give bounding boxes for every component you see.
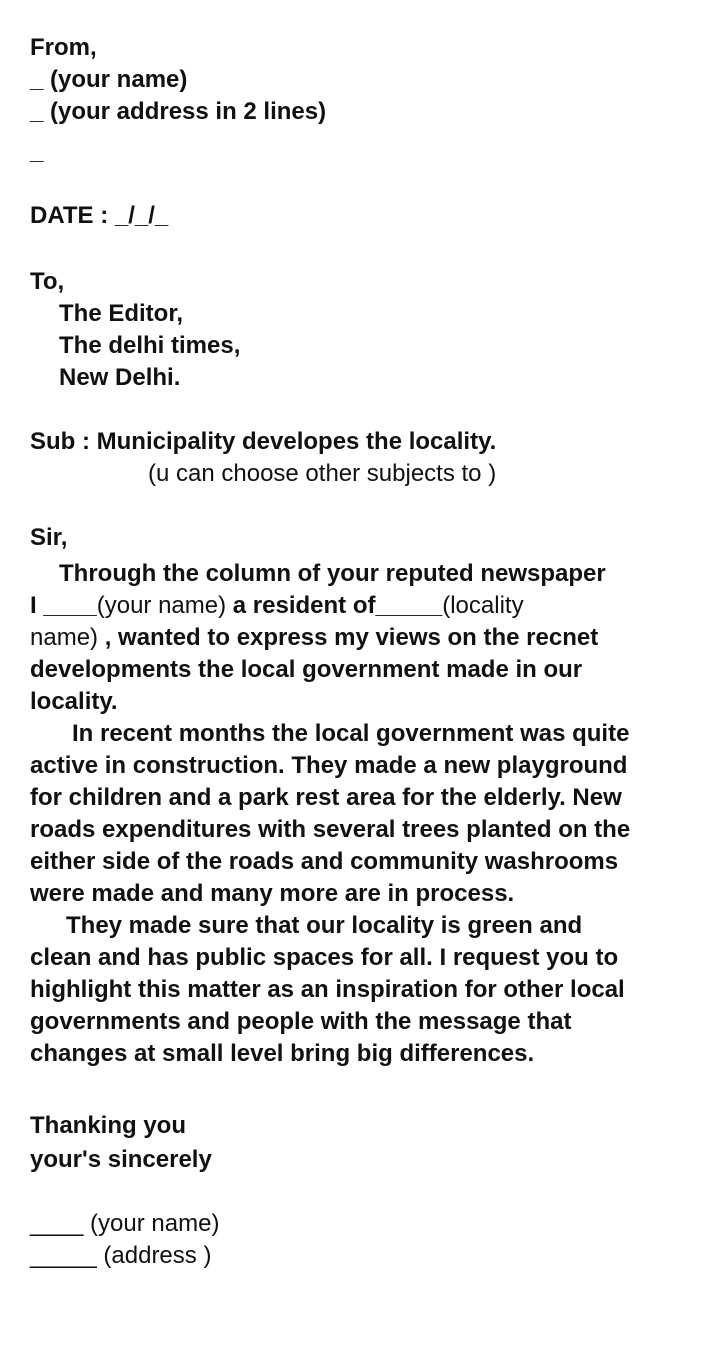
paragraph-1-line-1: Through the column of your reputed newspaper bbox=[59, 560, 606, 587]
paragraph-2-line-1: In recent months the local government was quite bbox=[72, 720, 630, 747]
salutation: Sir, bbox=[30, 524, 68, 551]
your-name-placeholder: (your name) bbox=[96, 592, 227, 619]
resident-of-text: a resident of_____ bbox=[226, 592, 443, 619]
locality-placeholder: (locality bbox=[442, 592, 524, 619]
from-heading: From, bbox=[30, 34, 97, 61]
views-text: , wanted to express my views on the recnet bbox=[98, 624, 599, 651]
locality-placeholder-end: name) bbox=[30, 624, 99, 651]
paragraph-2-line-2: active in construction. They made a new playground bbox=[30, 752, 628, 779]
paragraph-3-line-4: governments and people with the message that bbox=[30, 1008, 572, 1035]
date-line: DATE : _/_/_ bbox=[30, 202, 169, 229]
paragraph-2-line-6: were made and many more are in process. bbox=[30, 880, 515, 907]
from-address-line2: _ bbox=[30, 138, 44, 165]
to-line-city: New Delhi. bbox=[59, 364, 181, 391]
closing-thanks: Thanking you bbox=[30, 1112, 186, 1139]
paragraph-1-line-5: locality. bbox=[30, 688, 118, 715]
paragraph-1-line-4: developments the local government made in our bbox=[30, 656, 583, 683]
to-line-newspaper: The delhi times, bbox=[59, 332, 241, 359]
paragraph-3-line-3: highlight this matter as an inspiration for other local bbox=[30, 976, 625, 1003]
paragraph-2-line-5: either side of the roads and community washrooms bbox=[30, 848, 619, 875]
to-line-editor: The Editor, bbox=[59, 300, 184, 327]
name-blank: I ____ bbox=[30, 592, 97, 619]
paragraph-1-line-2 bbox=[30, 590, 524, 622]
to-heading: To, bbox=[30, 268, 65, 295]
paragraph-3-line-5: changes at small level bring big differences. bbox=[30, 1040, 535, 1067]
paragraph-2-line-3: for children and a park rest area for the elderly. New bbox=[30, 784, 622, 811]
paragraph-3-line-2: clean and has public spaces for all. I request you to bbox=[30, 944, 619, 971]
paragraph-2-line-4: roads expenditures with several trees planted on the bbox=[30, 816, 631, 843]
from-name: _ (your name) bbox=[30, 66, 188, 93]
subject-note: (u can choose other subjects to ) bbox=[148, 460, 497, 487]
subject-line: Sub : Municipality developes the locality. bbox=[30, 428, 497, 455]
from-address: _ (your address in 2 lines) bbox=[30, 98, 327, 125]
signature-name: ____ (your name) bbox=[30, 1210, 220, 1237]
paragraph-3-line-1: They made sure that our locality is green and bbox=[66, 912, 583, 939]
signature-address: _____ (address ) bbox=[30, 1242, 212, 1269]
closing-sincerely: your's sincerely bbox=[30, 1146, 212, 1173]
paragraph-1-line-3 bbox=[30, 622, 598, 654]
